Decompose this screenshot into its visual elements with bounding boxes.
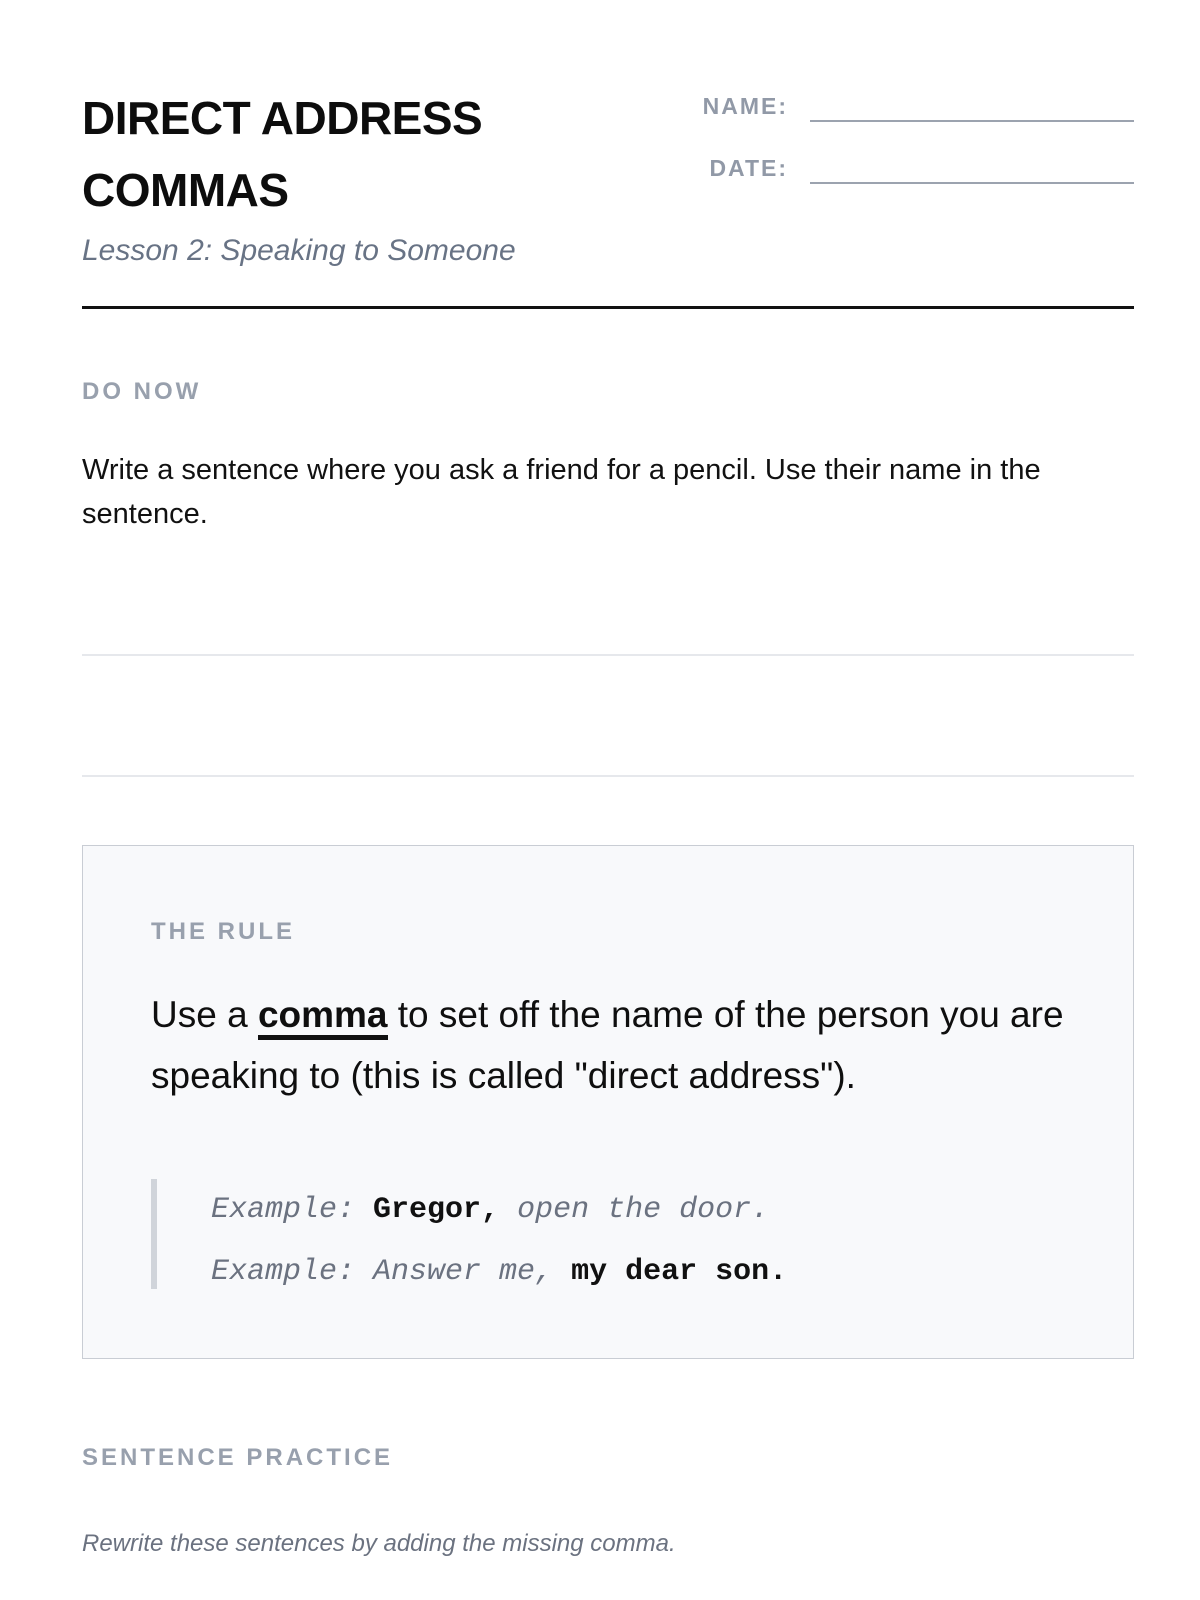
rule-statement [151,984,1071,1106]
rule-box [82,845,1134,1359]
example-rest: open the door. [499,1193,770,1227]
lesson-subtitle: Lesson 2: Speaking to Someone [82,234,516,267]
example-line-1 [211,1179,787,1241]
title-line-2: COMMAS [82,164,289,216]
example-prefix: Example: [211,1193,374,1227]
do-now-prompt: Write a sentence where you ask a friend for a pencil. Use their name in the sentence. [82,454,1041,530]
example-bold: Gregor, [373,1193,500,1227]
name-field-row [688,92,1134,122]
name-blank-line[interactable] [810,92,1134,122]
date-blank-line[interactable] [810,154,1134,184]
date-label: DATE: [709,155,788,181]
answer-line[interactable] [82,775,1134,777]
name-label: NAME: [702,93,788,119]
rule-emphasis-word: comma [258,994,388,1040]
answer-line[interactable] [82,654,1134,656]
date-field-row [688,154,1134,184]
do-now-heading: DO NOW [82,378,202,405]
example-prefix: Example: Answer me, [211,1255,572,1289]
worksheet-title [82,82,642,226]
worksheet-header [82,0,1134,309]
title-line-1: DIRECT ADDRESS [82,92,483,144]
sentence-practice-heading: SENTENCE PRACTICE [82,1444,394,1471]
rule-text-after: to set off the name of the person you are speaking to (this is called "direct address"). [151,994,1064,1096]
example-bold: my dear son. [571,1255,788,1289]
rule-text-before: Use a [151,994,258,1035]
rule-heading: THE RULE [151,918,295,945]
example-block [151,1179,787,1289]
example-line-2 [211,1241,787,1303]
worksheet-page [82,0,1134,1557]
practice-instructions: Rewrite these sentences by adding the missing comma. [82,1530,676,1557]
